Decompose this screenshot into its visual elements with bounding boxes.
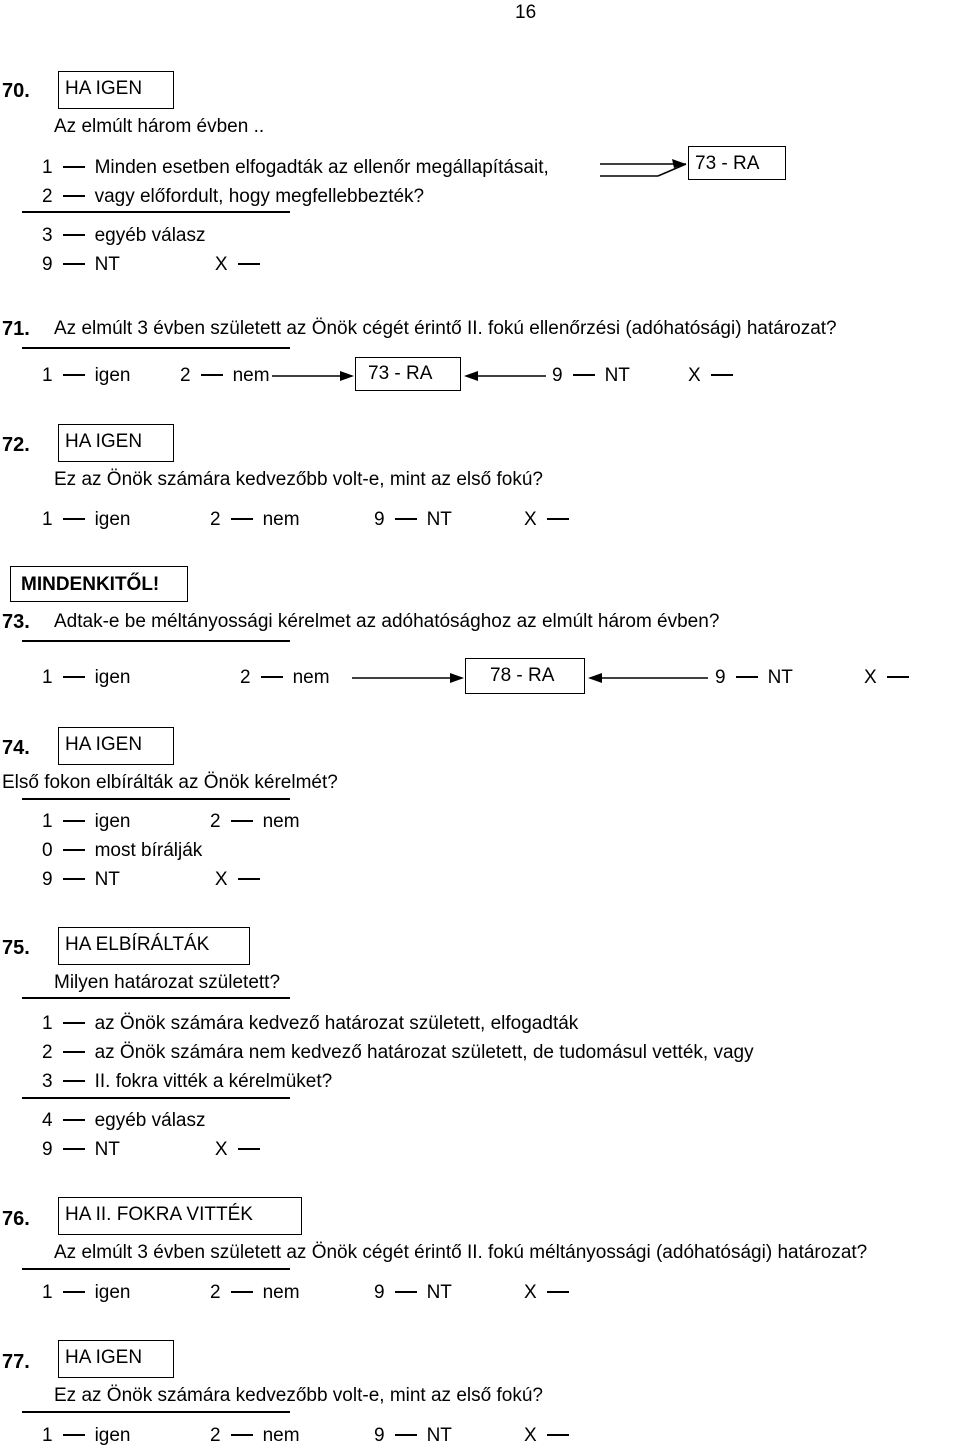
question-number: 75. [2, 937, 30, 959]
arrow-left-icon [462, 366, 548, 386]
question-text: Az elmúlt három évben .. [54, 116, 265, 137]
skip-box: 73 - RA [688, 146, 786, 180]
divider [22, 798, 290, 800]
question-number: 72. [2, 434, 30, 456]
divider [22, 640, 290, 642]
answer-option[interactable]: 9 NT [715, 667, 793, 688]
condition-box: HA ELBÍRÁLTÁK [58, 927, 250, 965]
answer-option[interactable]: 9 NT X [42, 869, 270, 891]
answer-option[interactable]: 1 igen [42, 667, 131, 688]
condition-box: HA II. FOKRA VITTÉK [58, 1197, 302, 1235]
answer-option[interactable]: 1 az Önök számára kedvező határozat született, elfogadták [42, 1013, 579, 1034]
answer-option[interactable]: 2 vagy előfordult, hogy megfellebbezték? [42, 186, 425, 207]
divider [22, 1097, 290, 1099]
question-number: 71. [2, 318, 30, 340]
answer-option[interactable]: 2 nem [180, 365, 270, 386]
divider [22, 211, 290, 213]
divider [22, 997, 290, 999]
question-text: Milyen határozat született? [54, 972, 281, 993]
question-text: Ez az Önök számára kedvezőbb volt-e, mint az első fokú? [54, 1385, 543, 1406]
answer-option[interactable]: X [524, 1282, 579, 1304]
question-text: Ez az Önök számára kedvezőbb volt-e, mint az első fokú? [54, 469, 543, 490]
answer-option[interactable]: 1 igen [42, 811, 131, 832]
answer-option[interactable]: 9 NT X [42, 1139, 270, 1161]
answer-option[interactable]: X [864, 667, 919, 689]
answer-option[interactable]: 1 Minden esetben elfogadták az ellenőr megállapításait, [42, 157, 549, 178]
answer-option[interactable]: 2 nem [210, 811, 300, 832]
divider [22, 1411, 290, 1413]
condition-box: HA IGEN [58, 424, 174, 462]
arrow-left-icon [586, 668, 710, 688]
page-number: 16 [515, 2, 537, 23]
answer-option[interactable]: 9 NT [374, 509, 452, 530]
answer-option[interactable]: 9 NT [374, 1282, 452, 1303]
answer-option[interactable]: 9 NT [374, 1425, 452, 1446]
answer-option[interactable]: 1 igen [42, 509, 131, 530]
answer-option[interactable]: 2 az Önök számára nem kedvező határozat született, de tudomásul vették, vagy [42, 1042, 754, 1063]
question-text: Az elmúlt 3 évben született az Önök cégét érintő II. fokú méltányossági (adóhatósági) határozat? [54, 1242, 868, 1263]
condition-box: HA IGEN [58, 727, 174, 765]
divider [22, 347, 290, 349]
skip-box: 78 - RA [465, 658, 585, 694]
skip-box: 73 - RA [355, 357, 461, 391]
answer-option[interactable]: 3 II. fokra vitték a kérelmüket? [42, 1071, 333, 1092]
answer-option[interactable]: 2 nem [210, 1282, 300, 1303]
condition-box: HA IGEN [58, 71, 174, 109]
question-text: Első fokon elbírálták az Önök kérelmét? [2, 772, 338, 793]
arrow-right-icon [352, 668, 466, 688]
answer-option[interactable]: 1 igen [42, 1282, 131, 1303]
question-number: 70. [2, 80, 30, 102]
question-text: Az elmúlt 3 évben született az Önök cégét érintő II. fokú ellenőrzési (adóhatósági) határozat? [54, 318, 837, 339]
answer-option[interactable]: 1 igen [42, 365, 131, 386]
answer-option[interactable]: X [688, 365, 743, 387]
arrow-icon [600, 150, 690, 190]
question-number: 74. [2, 737, 30, 759]
divider [22, 1268, 290, 1270]
answer-option[interactable]: 2 nem [210, 1425, 300, 1446]
question-text: Adtak-e be méltányossági kérelmet az adóhatósághoz az elmúlt három évben? [54, 611, 720, 632]
answer-option[interactable]: 0 most bírálják [42, 840, 203, 861]
answer-option[interactable]: 4 egyéb válasz [42, 1110, 206, 1131]
answer-option[interactable]: 3 egyéb válasz [42, 225, 206, 246]
answer-option[interactable]: 9 NT [552, 365, 630, 386]
answer-option[interactable]: X [524, 1425, 579, 1447]
answer-option[interactable]: 9 NT X [42, 254, 270, 276]
answer-option[interactable]: 2 nem [240, 667, 330, 688]
arrow-right-icon [272, 366, 356, 386]
answer-option[interactable]: X [524, 509, 579, 531]
question-number: 76. [2, 1208, 30, 1230]
answer-option[interactable]: 1 igen [42, 1425, 131, 1446]
answer-option[interactable]: 2 nem [210, 509, 300, 530]
question-number: 77. [2, 1351, 30, 1373]
question-number: 73. [2, 611, 30, 633]
instruction-box: MINDENKITŐL! [10, 566, 188, 602]
condition-box: HA IGEN [58, 1340, 174, 1378]
